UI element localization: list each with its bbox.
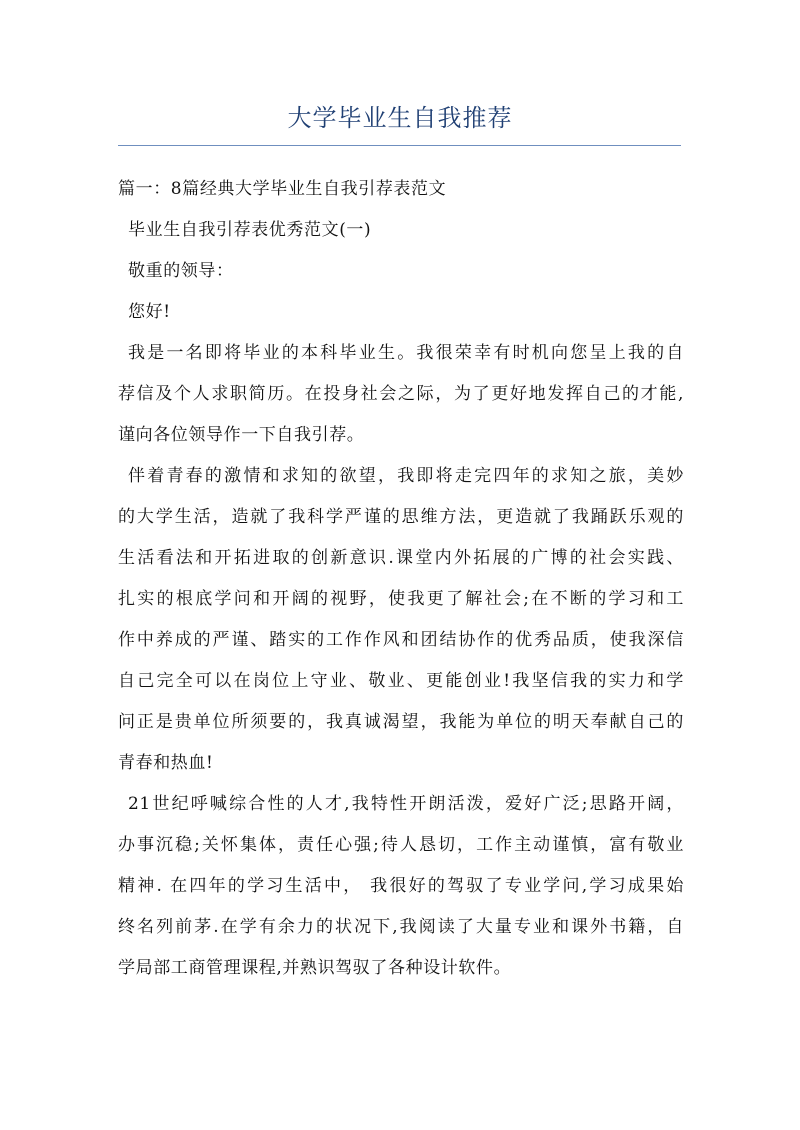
paragraph-line: 问正是贵单位所须要的，我真诚渴望，我能为单位的明天奉献自己的: [118, 712, 684, 732]
salutation: 敬重的领导：: [128, 261, 234, 281]
title-divider: [118, 145, 681, 146]
paragraph-line: 学局部工商管理课程,并熟识驾驭了各种设计软件。: [118, 958, 512, 978]
paragraph-line: 的大学生活，造就了我科学严谨的思维方法，更造就了我踊跃乐观的: [118, 507, 684, 527]
paragraph-line: 自己完全可以在岗位上守业、敬业、更能创业!我坚信我的实力和学: [118, 671, 684, 691]
subheading: 毕业生自我引荐表优秀范文(一): [128, 220, 372, 240]
document-body: [118, 169, 684, 989]
paragraph-line: 荐信及个人求职简历。在投身社会之际，为了更好地发挥自己的才能,: [118, 384, 684, 404]
paragraph-line: 扎实的根底学问和开阔的视野，使我更了解社会;在不断的学习和工: [118, 589, 684, 609]
paragraph-line: 办事沉稳;关怀集体，责任心强;待人恳切，工作主动谨慎，富有敬业: [118, 835, 684, 855]
greeting: 您好!: [128, 302, 171, 322]
section-heading: 篇一：8篇经典大学毕业生自我引荐表范文: [118, 179, 447, 199]
paragraph-line: 伴着青春的激情和求知的欲望，我即将走完四年的求知之旅，美妙: [128, 466, 684, 486]
paragraph-line: 21世纪呼喊综合性的人才,我特性开朗活泼，爱好广泛;思路开阔，: [128, 794, 684, 814]
paragraph-line: 生活看法和开拓进取的创新意识.课堂内外拓展的广博的社会实践、: [118, 548, 684, 568]
document-title: 大学毕业生自我推荐: [287, 104, 513, 132]
paragraph-line: 终名列前茅.在学有余力的状况下,我阅读了大量专业和课外书籍，自: [118, 917, 684, 937]
paragraph-line: 青春和热血!: [118, 753, 214, 773]
paragraph-line: 作中养成的严谨、踏实的工作作风和团结协作的优秀品质，使我深信: [118, 630, 684, 650]
paragraph-line: 谨向各位领导作一下自我引荐。: [118, 425, 365, 445]
paragraph-line: 我是一名即将毕业的本科毕业生。我很荣幸有时机向您呈上我的自: [128, 343, 684, 363]
paragraph-line: 精神. 在四年的学习生活中， 我很好的驾驭了专业学问,学习成果始: [118, 876, 684, 896]
